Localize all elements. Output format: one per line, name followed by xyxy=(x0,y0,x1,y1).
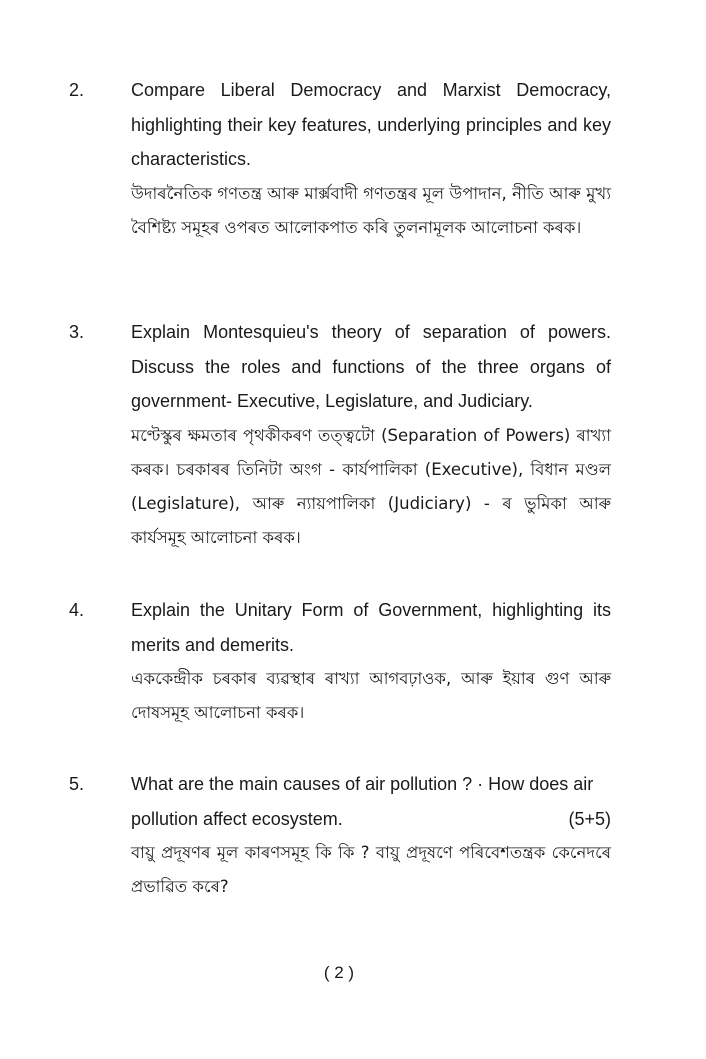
question-text-assamese: উদাৰনৈতিক গণতন্ত্ৰ আৰু মাৰ্ক্সবাদী গণতন্ত্ৰৰ মূল উপাদান, নীতি আৰু মুখ্য বৈশিষ্ট্য সমূহৰ ওপৰত আলোকপাত কৰি তুলনামূলক আলোচনা কৰক। xyxy=(131,183,611,237)
page-number-footer xyxy=(0,961,706,985)
marks-allocation: (5+5) xyxy=(568,808,611,829)
question-number: 5. xyxy=(69,774,85,794)
question-text-english-line-1: What are the main causes of air pollution ? · How does air xyxy=(131,774,594,794)
question-number: 3. xyxy=(69,322,85,342)
question-text-english-line-2 xyxy=(131,802,611,837)
question-text-english: Compare Liberal Democracy and Marxist Democracy, highlighting their key features, underlying principles and key characteristics. xyxy=(131,80,611,169)
question-number: 4. xyxy=(69,600,85,620)
question-text-english: Explain the Unitary Form of Government, highlighting its merits and demerits. xyxy=(131,600,611,655)
question-number: 2. xyxy=(69,80,85,100)
question-text-english-continued: pollution affect ecosystem. xyxy=(131,808,343,829)
question-body xyxy=(131,315,611,555)
question-text-assamese: বায়ু প্ৰদূষণৰ মূল কাৰণসমূহ কি কি ? বায়ু প্ৰদূষণে পৰিবেশতন্ত্ৰক কেনেদৰে প্ৰভাৱিত কৰে? xyxy=(131,843,611,896)
question-body xyxy=(131,767,611,904)
question-text-assamese: মণ্টেস্কুৰ ক্ষমতাৰ পৃথকীকৰণ তত্ত্বটো (Separation of Powers) ৰাখ্যা কৰক। চৰকাৰৰ তিনিটা অংগ - কাৰ্যপালিকা (Executive), বিধান মণ্ডল (Legislature), আৰু ন্যায়পালিকা (Judiciary) - ৰ ভুমিকা আৰু কাৰ্যসমূহ আলোচনা কৰক। xyxy=(131,425,611,547)
question-text-assamese: এককেন্দ্ৰীক চৰকাৰ ব্যৱস্থাৰ ৰাখ্যা আগবঢ়াওক, আৰু ইয়াৰ গুণ আৰু দোষসমূহ আলোচনা কৰক। xyxy=(131,669,611,722)
question-text-english: Explain Montesquieu's theory of separation of powers. Discuss the roles and functions of the three organs of government- Executive, Legislature, and Judiciary. xyxy=(131,322,611,411)
page-number: ( 2 ) xyxy=(323,963,355,982)
question-body xyxy=(131,593,611,730)
question-body xyxy=(131,73,611,245)
